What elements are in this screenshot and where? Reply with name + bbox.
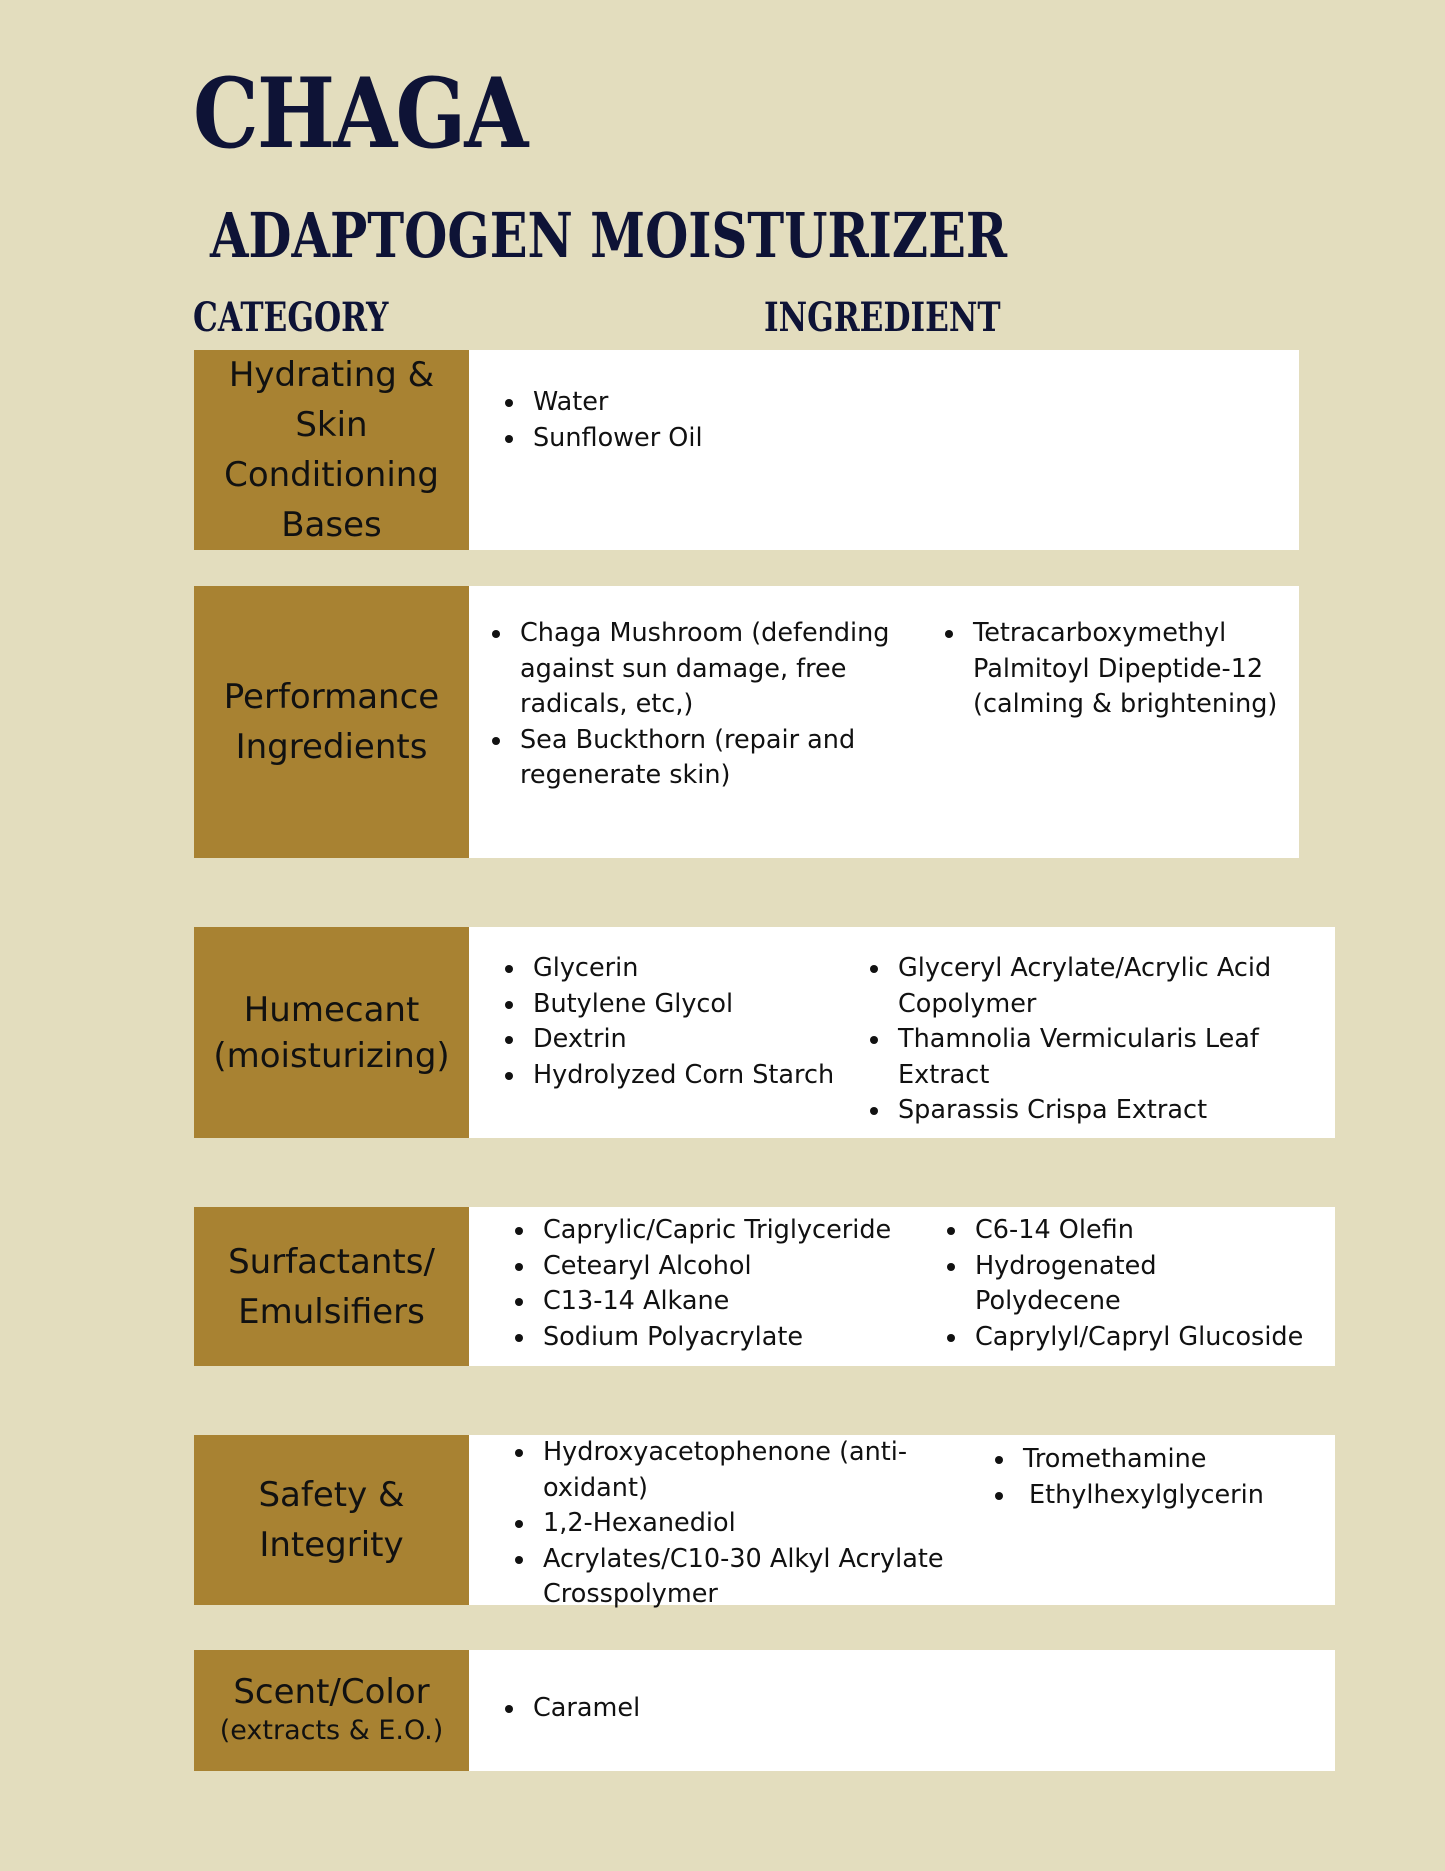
category-label-line: Surfactants/ (228, 1241, 435, 1282)
ingredient-item: Sunflower Oil (499, 421, 703, 457)
category-label-line: Humecant (243, 989, 420, 1030)
category-label-line: Conditioning (224, 455, 439, 495)
ingredient-item: Acrylates/C10-30 Alkyl Acrylate Crosspolymer (509, 1542, 983, 1613)
ingredient-item: C6-14 Olefin (941, 1213, 1331, 1249)
ingredient-item: Sparassis Crispa Extract (864, 1093, 1284, 1129)
ingredient-cell (469, 1435, 1335, 1609)
ingredient-item: Sea Buckthorn (repair and regenerate skin) (486, 723, 939, 794)
category-label-subline: (extracts & E.O.) (219, 1714, 444, 1746)
product-title: CHAGA (193, 57, 527, 170)
ingredient-cell (469, 586, 1299, 858)
ingredient-list-col2 (941, 1213, 1331, 1366)
category-label-line: Skin (295, 405, 368, 445)
ingredient-column-header: INGREDIENT (764, 294, 1001, 341)
category-label-line: Performance (223, 677, 440, 717)
table-row-hydrating (194, 350, 1299, 550)
ingredient-cell (469, 350, 1299, 550)
ingredient-list-col1 (509, 1213, 941, 1366)
ingredient-item: C13-14 Alkane (509, 1284, 941, 1320)
ingredient-item: Water (499, 385, 703, 421)
table-row-performance (194, 586, 1299, 858)
category-label-line: Emulsifiers (238, 1291, 425, 1332)
ingredient-cell (469, 1207, 1335, 1366)
ingredient-item: Chaga Mushroom (defending against sun damage, free radicals, etc,) (486, 616, 939, 723)
product-subtitle: ADAPTOGEN MOISTURIZER (210, 199, 1008, 272)
ingredient-item: Caprylyl/Capryl Glucoside (941, 1320, 1331, 1356)
ingredient-item: Tetracarboxymethyl Palmitoyl Dipeptide-12 (calming & brightening) (939, 616, 1299, 723)
ingredient-item: Cetearyl Alcohol (509, 1249, 941, 1285)
ingredient-list-col2 (989, 1435, 1289, 1605)
category-label-line: Scent/Color (233, 1671, 430, 1712)
ingredient-list-col2 (939, 616, 1299, 858)
ingredient-item: Hydroxyacetophenone (anti-oxidant) (509, 1435, 923, 1506)
category-column-header: CATEGORY (193, 294, 389, 341)
table-row-humecant (194, 927, 1335, 1138)
ingredient-list-col1 (509, 1435, 989, 1609)
category-cell (194, 350, 469, 550)
ingredient-item: 1,2-Hexanediol (509, 1506, 989, 1542)
ingredient-list-col1 (499, 951, 864, 1138)
ingredient-cell (469, 1650, 1335, 1771)
ingredient-list (499, 385, 703, 550)
ingredient-item: Dextrin (499, 1022, 864, 1058)
category-label-line: Safety & (258, 1475, 405, 1515)
category-cell (194, 1435, 469, 1605)
ingredient-item: Caprylic/Capric Triglyceride (509, 1213, 941, 1249)
ingredient-list-col1 (486, 616, 939, 858)
ingredient-cell (469, 927, 1335, 1138)
category-label-line: Integrity (259, 1525, 404, 1565)
category-label-line: Bases (281, 505, 382, 545)
ingredient-item: Tromethamine (989, 1442, 1289, 1478)
category-label-line: (moisturizing) (213, 1035, 450, 1076)
ingredient-list-col2 (864, 951, 1284, 1138)
ingredient-item: Sodium Polyacrylate (509, 1320, 941, 1356)
ingredient-item: Butylene Glycol (499, 987, 864, 1023)
category-cell (194, 927, 469, 1138)
category-label-line: Hydrating & (228, 355, 435, 395)
table-row-scent (194, 1650, 1335, 1771)
category-cell (194, 1207, 469, 1366)
ingredient-item: Hydrolyzed Corn Starch (499, 1058, 864, 1094)
ingredient-item: Thamnolia Vermicularis Leaf Extract (864, 1022, 1284, 1093)
category-label-line: Ingredients (235, 727, 428, 767)
ingredient-list (499, 1691, 640, 1771)
category-cell (194, 586, 469, 858)
category-cell (194, 1650, 469, 1771)
ingredient-item: Ethylhexylglycerin (989, 1478, 1289, 1514)
ingredient-item: Caramel (499, 1691, 640, 1727)
table-row-surfactants (194, 1207, 1335, 1366)
table-row-safety (194, 1435, 1335, 1609)
ingredient-item: Glyceryl Acrylate/Acrylic Acid Copolymer (864, 951, 1284, 1022)
ingredient-item: Hydrogenated Polydecene (941, 1249, 1195, 1320)
ingredient-item: Glycerin (499, 951, 864, 987)
